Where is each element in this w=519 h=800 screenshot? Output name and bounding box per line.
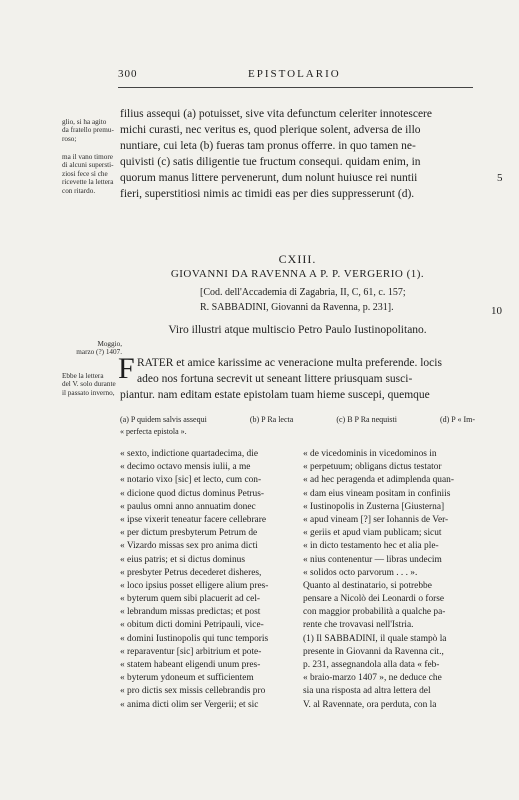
margin-note-line: il passato inverno,: [62, 388, 115, 397]
margin-note-1: [62, 118, 118, 143]
source-line: [Cod. dell'Accademia di Zagabria, II, C, 61, c. 157;: [200, 287, 406, 298]
footnote-line: « domini Iustinopolis qui tunc temporis: [120, 633, 269, 644]
footnote-line: « eius patris; et si dictus dominus: [120, 554, 245, 565]
letter-number: CXIII.: [278, 252, 317, 266]
footnote-line: « ipse vixerit teneatur facere cellebrare: [120, 514, 267, 525]
footnote-line: « reparaventur [sic] arbitrium et pote-: [120, 646, 262, 657]
footnote-line: « Vizardo missas sex pro anima dicti: [120, 541, 258, 552]
footnote-line: « perpetuum; obligans dictus testator: [303, 462, 442, 473]
footnotes-left-column: [120, 448, 290, 712]
footnote-line: con maggior probabilità a qualche pa-: [303, 607, 446, 618]
footnote-line: « braio-marzo 1407 », ne deduce che: [303, 673, 442, 684]
apparatus-entry: (a) P quidem salvis assequi: [120, 415, 207, 424]
page-number: 300: [118, 68, 138, 80]
margin-note-line: roso;: [62, 134, 77, 143]
line-number: 10: [491, 305, 502, 317]
footnote-line: « de vicedominis in vicedominos in: [303, 449, 437, 459]
footnote-line: « apud vineam [?] ser Iohannis de Ver-: [303, 514, 449, 525]
margin-note-line: Moggio,: [97, 340, 122, 348]
footnote-line: « byterum ydoneum et sufficientem: [120, 673, 254, 684]
critical-apparatus: [120, 414, 475, 438]
margin-note-line: ziosi fece sì che: [62, 169, 108, 178]
footnote-line: « Iustinopolis in Zusterna [Giusterna]: [303, 501, 445, 512]
header-rule: [118, 87, 473, 88]
footnote-line: « sexto, indictione quartadecima, die: [120, 449, 258, 459]
footnote-line: « dam eius vineam positam in confiniis: [303, 488, 451, 499]
letter-line: piantur. nam editam estate epistolam tuam hieme suscepi, quemque: [120, 389, 430, 401]
margin-note-line: marzo (?) 1407.: [76, 348, 122, 357]
apparatus-entry: (d) P « Im-: [439, 415, 475, 424]
footnote-line: « in dicto testamento hec et alia ple-: [303, 541, 439, 552]
margin-note-line: ma il vano timore: [62, 153, 113, 161]
footnote-line: « per dictum presbyterum Petrum de: [120, 528, 258, 539]
text-line: quorum manus littere pervenerunt, dum nolunt huiusce rei nuntii: [120, 172, 418, 184]
footnote-line: « nius contenentur — libras undecim: [303, 554, 442, 565]
text-line: nuntiare, cui leta (b) fueras tam pronus offerre. in quo tamen ne-: [120, 140, 416, 152]
text-line: quivisti (c) satis diligentie tue fructum consequi. quidam enim, in: [120, 156, 421, 168]
drop-cap: F: [118, 352, 135, 385]
footnote-line: rente che trovavasi nell'Istria.: [303, 620, 414, 631]
apparatus-entry: (b) P Ra lecta: [249, 415, 294, 424]
margin-note-2: [62, 153, 120, 195]
footnote-line: « geriis et apud viam publicam; sicut: [303, 528, 442, 539]
margin-note-line: glio, si ha agito: [62, 118, 107, 126]
footnote-line: « byterum quem sibi placuerit ad cel-: [120, 594, 261, 605]
footnotes-right-column: [303, 448, 475, 712]
margin-note-line: Ebbe la lettera: [62, 372, 104, 380]
margin-note-line: da fratello premu-: [62, 126, 114, 135]
footnote-line: « anima dicti olim ser Vergerii; et sic: [120, 699, 259, 710]
running-title: EPISTOLARIO: [248, 68, 341, 80]
letter-line: adeo nos fortuna secrevit ut seneant littere priusquam susci-: [137, 373, 413, 385]
line-number: 5: [497, 172, 503, 184]
letter-heading: GIOVANNI DA RAVENNA A P. P. VERGERIO (1).: [170, 268, 425, 280]
footnote-line: V. al Ravennate, ora perduta, con la: [303, 699, 437, 710]
footnote-line: « dicione quod dictus dominus Petrus-: [120, 488, 264, 499]
footnote-line: presente in Giovanni da Ravenna cit.,: [303, 646, 444, 657]
footnote-line: Quanto al destinatario, si potrebbe: [303, 580, 432, 591]
text-line: fieri, superstitiosi nimis ac timidi eas per dies suppresserunt (d).: [120, 188, 415, 200]
footnote-line: « lebrandum missas predictas; et post: [120, 607, 261, 618]
salutation: Viro illustri atque multiscio Petro Paulo Iustinopolitano.: [168, 324, 427, 336]
footnote-line: p. 231, assegnandola alla data « feb-: [303, 660, 440, 670]
letter-line: RATER et amice karissime ac veneracione multa preferende. locis: [137, 357, 442, 369]
footnote-line: pensare a Nicolò dei Leonardi o forse: [303, 594, 445, 605]
source-line: R. SABBADINI, Giovanni da Ravenna, p. 231].: [200, 302, 394, 313]
footnote-line: « obitum dicti domini Petripauli, vice-: [120, 620, 264, 631]
footnote-line: (1) Il SABBADINI, il quale stampò la: [303, 633, 447, 644]
footnote-line: « pro dictis sex missis cellebrandis pro: [120, 686, 266, 697]
footnote-line: « solidos octo parvorum . . . ».: [303, 567, 418, 578]
footnote-line: « paulus omni anno annuatim donec: [120, 501, 256, 512]
apparatus-entry: (c) B P Ra nequisti: [336, 415, 397, 424]
footnote-line: « loco ipsius posset elligere alium pres-: [120, 580, 269, 591]
margin-note-line: ricevette la lettera: [62, 178, 114, 187]
footnote-line: « presbyter Petrus decederet disheres,: [120, 567, 262, 578]
text-line: michi curasti, nec veritus es, quod plerique solent, adversa de illo: [120, 124, 421, 136]
apparatus-entry: « perfecta epistola ».: [120, 427, 187, 436]
footnote-line: « decimo octavo mensis iulii, a me: [120, 462, 251, 473]
margin-note-line: del V. solo durante: [62, 380, 116, 389]
margin-note-line: con ritardo.: [62, 186, 96, 195]
margin-note-line: di alcuni supersti-: [62, 161, 114, 170]
footnote-line: « notario vixo [sic] et lecto, cum con-: [120, 475, 262, 486]
footnote-line: « statem habeant eligendi unum pres-: [120, 660, 261, 670]
margin-note-4: [62, 372, 120, 397]
footnote-line: « ad hec peragenda et adimplenda quan-: [303, 475, 454, 486]
text-line: filius assequi (a) potuisset, sive vita defunctum celeriter innotescere: [120, 108, 432, 120]
footnote-line: sia una risposta ad altra lettera del: [303, 686, 431, 697]
margin-note-date: [62, 340, 122, 357]
